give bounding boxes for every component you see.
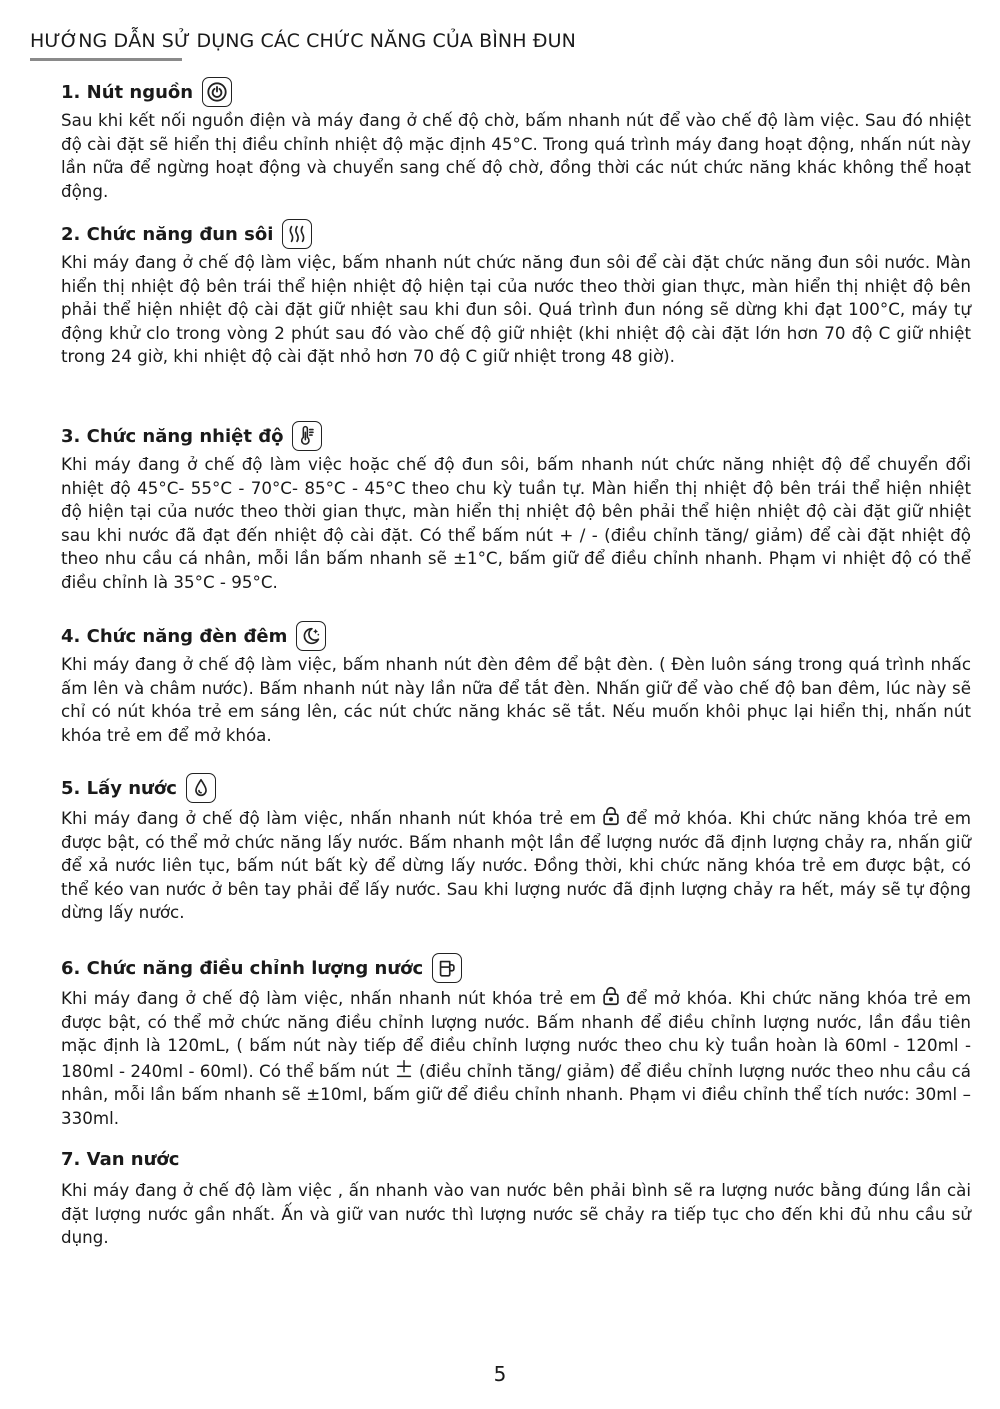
section-title: 2. Chức năng đun sôi (61, 223, 274, 245)
cup-icon (432, 953, 462, 983)
section-title: 1. Nút nguồn (61, 81, 194, 103)
body-text: Khi máy đang ở chế độ làm việc, nhấn nhanh nút khóa trẻ em (61, 808, 597, 828)
section-title: 3. Chức năng nhiệt độ (61, 425, 284, 447)
body-text: (điều chỉnh tăng/ giảm) để điều chỉnh lượng nước theo nhu cầu cá nhân, mỗi lần bấm nhanh sẽ ±10ml, bấm giữ để điều chỉnh nhanh. Phạm vi điều chỉnh thể tích nước: 30ml – 330ml. (61, 1060, 971, 1128)
section-night-light-function (61, 619, 971, 747)
section-title: 6. Chức năng điều chỉnh lượng nước (61, 957, 424, 979)
section-title: 5. Lấy nước (61, 777, 177, 799)
steam-heat-icon (282, 219, 312, 249)
lock-icon (600, 985, 622, 1007)
page-number: 5 (493, 1362, 507, 1386)
section-temperature-function (61, 419, 971, 594)
section-body (61, 985, 971, 1130)
body-text: để mở khóa. Khi chức năng khóa trẻ em được bật, có thể mở chức năng lấy nước. Bấm nhanh một lần để lượng nước đã định lượng chảy ra, nhấn giữ để xả nước liên tục, bấm nút bất kỳ để dừng lấy nước. Đồng thời, khi chức năng khóa trẻ em được bật, có thể kéo van nước ở bên tay phải để lấy nước. Sau khi lượng nước đã định lượng chảy ra hết, máy sẽ tự động dừng lấy nước. (61, 808, 971, 922)
section-power-button (61, 75, 971, 203)
section-boil-function (61, 217, 971, 369)
moon-stars-icon (296, 621, 326, 651)
section-body (61, 805, 971, 925)
title-underline (30, 58, 182, 61)
thermometer-icon (292, 421, 322, 451)
section-water-valve (61, 1142, 971, 1250)
section-get-water (61, 771, 971, 925)
section-body: Khi máy đang ở chế độ làm việc , ấn nhanh vào van nước bên phải bình sẽ ra lượng nước bằng đúng lần cài đặt lượng nước gần nhất. Ấn và giữ van nước thì lượng nước sẽ chảy ra tiếp tục cho đến khi đủ nhu cầu sử dụng. (61, 1180, 971, 1247)
section-body: Sau khi kết nối nguồn điện và máy đang ở chế độ chờ, bấm nhanh nút để vào chế độ làm việc. Sau đó nhiệt độ cài đặt sẽ hiển thị điều chỉnh nhiệt độ mặc định 45°C. Trong quá trình máy đang hoạt động, nhấn nút này lần nữa để ngừng hoạt động và chuyển sang chế độ chờ, đồng thời các nút chức năng khác không thể hoạt động. (61, 110, 971, 201)
section-body: Khi máy đang ở chế độ làm việc, bấm nhanh nút đèn đêm để bật đèn. ( Đèn luôn sáng trong quá trình nhấc ấm lên và châm nước). Bấm nhanh nút này lần nữa để tắt đèn. Nhấn giữ để vào chế độ ban đêm, lúc này sẽ chỉ có nút khóa trẻ em sáng lên, các nút chức năng khác sẽ tắt. Nếu muốn khôi phục lại hiển thị, nhấn nút khóa trẻ em để mở khóa. (61, 654, 971, 745)
section-body: Khi máy đang ở chế độ làm việc, bấm nhanh nút chức năng đun sôi để cài đặt chức năng đun sôi nước. Màn hiển thị nhiệt độ bên trái thể hiện nhiệt độ hiện tại của nước theo thời gian thực, màn hiển thị nhiệt độ bên phải thể hiện nhiệt độ cài đặt giữ nhiệt sau khi đun sôi. Quá trình đun nóng sẽ dừng khi đạt 100°C, máy tự động khử clo trong vòng 2 phút sau đó vào chế độ giữ nhiệt (khi nhiệt độ cài đặt lớn hơn 70 độ C giữ nhiệt trong 24 giờ, khi nhiệt độ cài đặt nhỏ hơn 70 độ C giữ nhiệt trong 48 giờ). (61, 252, 971, 366)
section-water-volume-function (61, 951, 971, 1130)
lock-icon (600, 805, 622, 827)
body-text: để mở khóa. Khi chức năng khóa trẻ em được bật, có thể mở chức năng điều chỉnh lượng nước. Bấm nhanh để điều chỉnh lượng nước, lần đầu tiên mặc định là 120mL, ( bấm nút này tiếp để điều chỉnh lượng nước theo chu kỳ tuần hoàn là 60ml - 120ml - 180ml - 240ml - 60ml). Có thể bấm nút (61, 988, 971, 1081)
section-title: 4. Chức năng đèn đêm (61, 625, 288, 647)
page-title: HƯỚNG DẪN SỬ DỤNG CÁC CHỨC NĂNG CỦA BÌNH ĐUN (30, 30, 576, 52)
power-icon (202, 77, 232, 107)
section-body: Khi máy đang ở chế độ làm việc hoặc chế độ đun sôi, bấm nhanh nút chức năng nhiệt độ để chuyển đổi nhiệt độ 45°C- 55°C - 70°C- 85°C - 45°C theo chu kỳ tuần tự. Màn hiển thị nhiệt độ bên trái thể hiện nhiệt độ hiện tại của nước theo thời gian thực, màn hiển thị nhiệt độ bên phải thể hiện nhiệt độ cài đặt giữ nhiệt sau khi nước đã đạt đến nhiệt độ cài đặt. Có thể bấm nút + / - (điều chỉnh tăng/ giảm) để cài đặt nhiệt độ theo nhu cầu cá nhân, mỗi lần bấm nhanh sẽ ±1°C, bấm giữ để điều chỉnh nhanh. Phạm vi nhiệt độ có thể điều chỉnh là 35°C - 95°C. (61, 454, 971, 592)
plus-minus-icon (393, 1058, 415, 1080)
body-text: Khi máy đang ở chế độ làm việc, nhấn nhanh nút khóa trẻ em (61, 988, 597, 1008)
section-title: 7. Van nước (61, 1148, 180, 1170)
water-drop-icon (186, 773, 216, 803)
